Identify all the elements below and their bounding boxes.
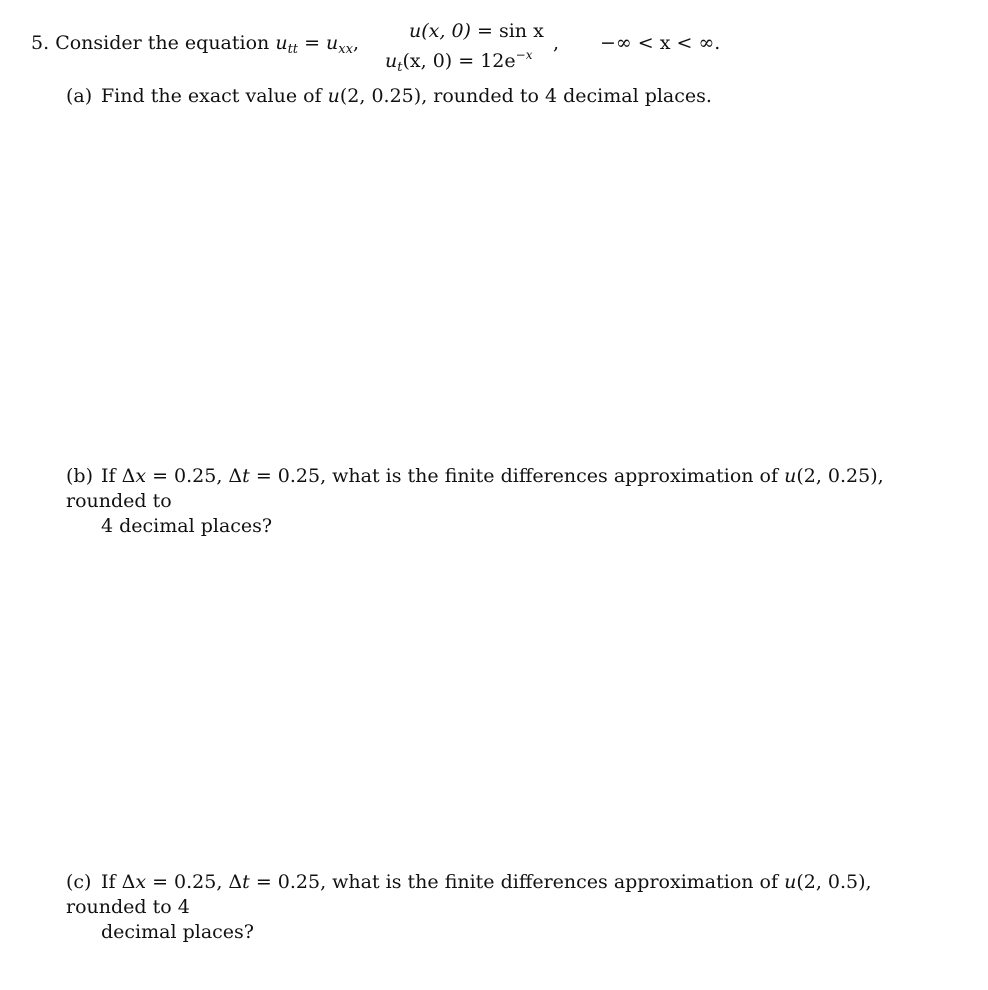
part-c-text-2: = 0.25, Δ [146, 871, 243, 893]
initial-condition-1: u(x, 0) = sin x [409, 20, 544, 42]
part-c-math-t: t [242, 871, 250, 893]
part-b-text-3: = 0.25, what is the finite differences approximation of [249, 465, 785, 487]
pde-lhs-sub: tt [287, 42, 299, 57]
pde-eq: = [298, 32, 327, 54]
pde-rhs-sub: xx [338, 42, 353, 57]
part-c-label: (c) [66, 871, 92, 893]
part-c-text-3: = 0.25, what is the finite differences approximation of [249, 871, 785, 893]
ic2-lhs-base: u [385, 50, 398, 72]
problem-number: 5. [31, 32, 50, 54]
pde-trail: , [352, 32, 359, 54]
part-b-text-1: If Δ [101, 465, 136, 487]
part-b-text-5: 4 decimal places? [101, 515, 273, 537]
part-b-math-t: t [242, 465, 250, 487]
pde-equation [275, 32, 359, 57]
part-b-math-x: x [135, 465, 147, 487]
part-b-math-u: u [784, 465, 797, 487]
part-c-math-x: x [135, 871, 147, 893]
ic2-lhs-rest: (x, 0) [402, 50, 453, 72]
pde-rhs: u [326, 32, 339, 54]
part-c-text-5: decimal places? [101, 921, 254, 943]
part-b-label: (b) [66, 465, 93, 487]
ic2-lhs-sub: t [397, 60, 403, 75]
ic2-rhs-sup: −x [515, 48, 533, 62]
problem-statement [31, 31, 359, 62]
pde-lhs: u [275, 32, 288, 54]
ic2-rhs-base: 12e [480, 50, 516, 72]
problem-intro: Consider the equation [55, 32, 270, 54]
part-c-math-u: u [784, 871, 797, 893]
part-b [66, 464, 946, 539]
part-a-text-1: Find the exact value of [101, 85, 328, 107]
part-c [66, 870, 946, 945]
part-c-text-1: If Δ [101, 871, 136, 893]
domain-range: −∞ < x < ∞. [600, 32, 721, 54]
part-c-text-4: (2, 0.5), rounded to 4 [66, 871, 872, 918]
part-a [66, 84, 946, 109]
initial-condition-2: $u_t(x$, $0) = 12e^{-x}$ [385, 48, 533, 75]
part-b-text-4: (2, 0.25), rounded to [66, 465, 884, 512]
part-a-text-2: (2, 0.25), rounded to 4 decimal places. [339, 85, 712, 107]
part-a-label: (a) [66, 85, 93, 107]
part-a-math-u: u [327, 85, 340, 107]
part-b-text-2: = 0.25, Δ [146, 465, 243, 487]
conditions-comma: , [553, 32, 560, 54]
ic1-lhs: u(x, 0) [409, 20, 471, 42]
ic1-rhs: sin x [498, 20, 544, 42]
